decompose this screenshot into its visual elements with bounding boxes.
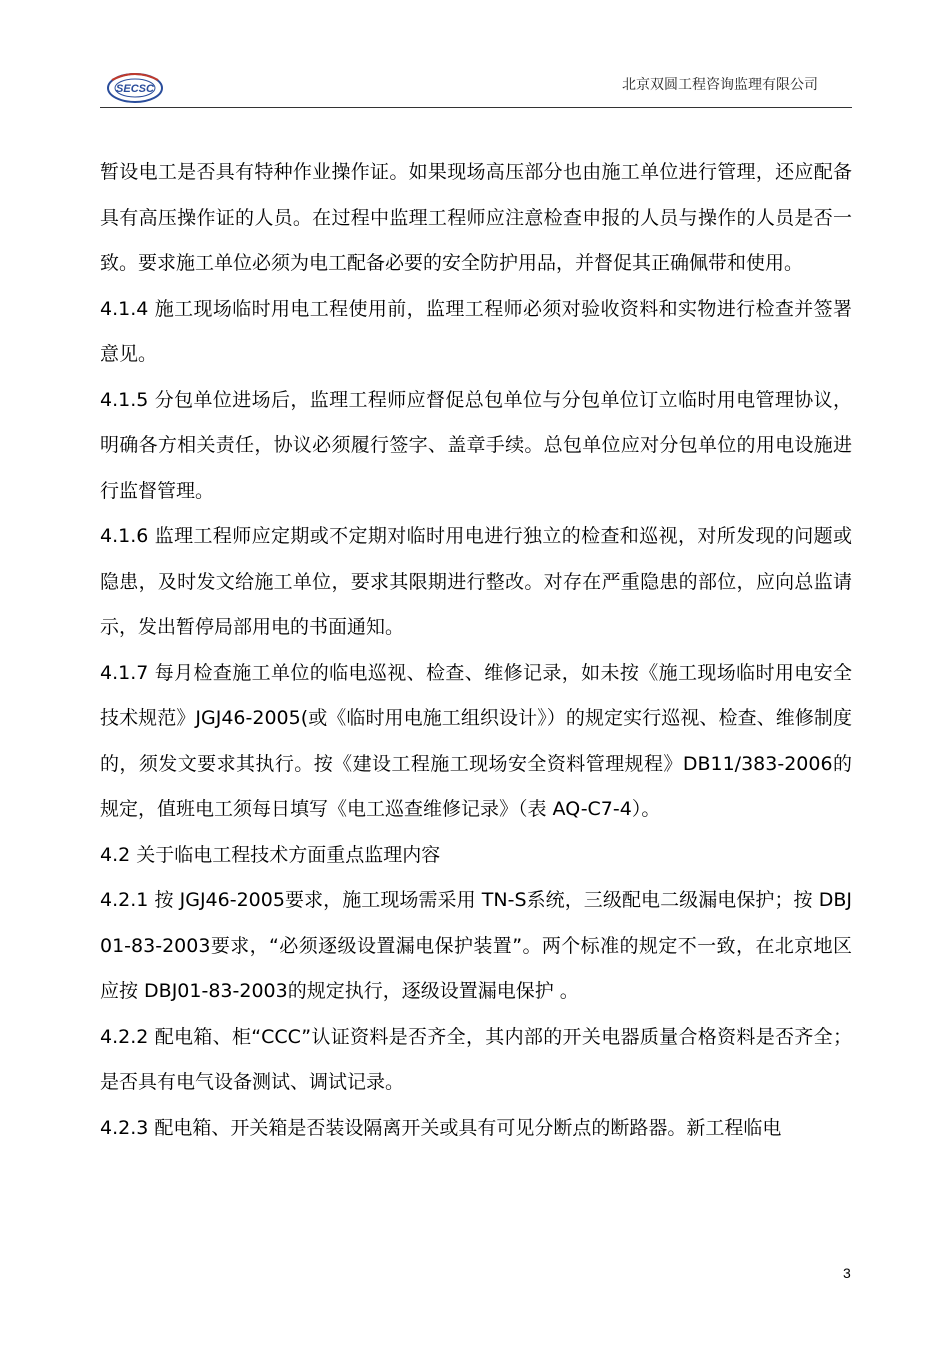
paragraph: 4.2.2 配电箱、柜“CCC”认证资料是否齐全，其内部的开关电器质量合格资料是否齐全；是否具有电气设备测试、调试记录。: [100, 1025, 852, 1093]
paragraph: 4.1.6 监理工程师应定期或不定期对临时用电进行独立的检查和巡视，对所发现的问题或隐患，及时发文给施工单位，要求其限期进行整改。对存在严重隐患的部位，应向总监请示，发出暂停局部用电的书面通知。: [100, 525, 852, 638]
page-number: 3: [843, 1265, 851, 1281]
page-header: [100, 60, 852, 108]
document-body: [100, 150, 852, 1151]
header-divider: [100, 107, 852, 108]
paragraph: 4.1.5 分包单位进场后，监理工程师应督促总包单位与分包单位订立临时用电管理协议，明确各方相关责任，协议必须履行签字、盖章手续。总包单位应对分包单位的用电设施进行监督管理。: [100, 388, 852, 502]
section-heading: 4.2 关于临电工程技术方面重点监理内容: [100, 843, 441, 866]
paragraph: 4.2.3 配电箱、开关箱是否装设隔离开关或具有可见分断点的断路器。新工程临电: [100, 1116, 782, 1139]
company-logo: [106, 68, 164, 106]
paragraph: 4.2.1 按 JGJ46-2005要求，施工现场需采用 TN-S系统，三级配电二级漏电保护；按 DBJ01-83-2003要求，“必须逐级设置漏电保护装置”。两个标准的规定不一致，在北京地区应按 DBJ01-83-2003的规定执行，逐级设置漏电保护 。: [100, 889, 852, 1002]
paragraph: 4.1.7 每月检查施工单位的临电巡视、检查、维修记录，如未按《施工现场临时用电安全技术规范》JGJ46-2005(或《临时用电施工组织设计》）的规定实行巡视、检查、维修制度的，须发文要求其执行。按《建设工程施工现场安全资料管理规程》DB11/383-2006的规定，值班电工须每日填写《电工巡查维修记录》（表 AQ-C7-4）。: [100, 661, 852, 820]
logo-text: SECSC: [116, 83, 154, 95]
paragraph: 暂设电工是否具有特种作业操作证。如果现场高压部分也由施工单位进行管理，还应配备具有高压操作证的人员。在过程中监理工程师应注意检查申报的人员与操作的人员是否一致。要求施工单位必须为电工配备必要的安全防护用品，并督促其正确佩带和使用。: [100, 161, 852, 274]
paragraph: 4.1.4 施工现场临时用电工程使用前，监理工程师必须对验收资料和实物进行检查并签署意见。: [100, 297, 852, 365]
company-name: 北京双圆工程咨询监理有限公司: [622, 77, 818, 93]
